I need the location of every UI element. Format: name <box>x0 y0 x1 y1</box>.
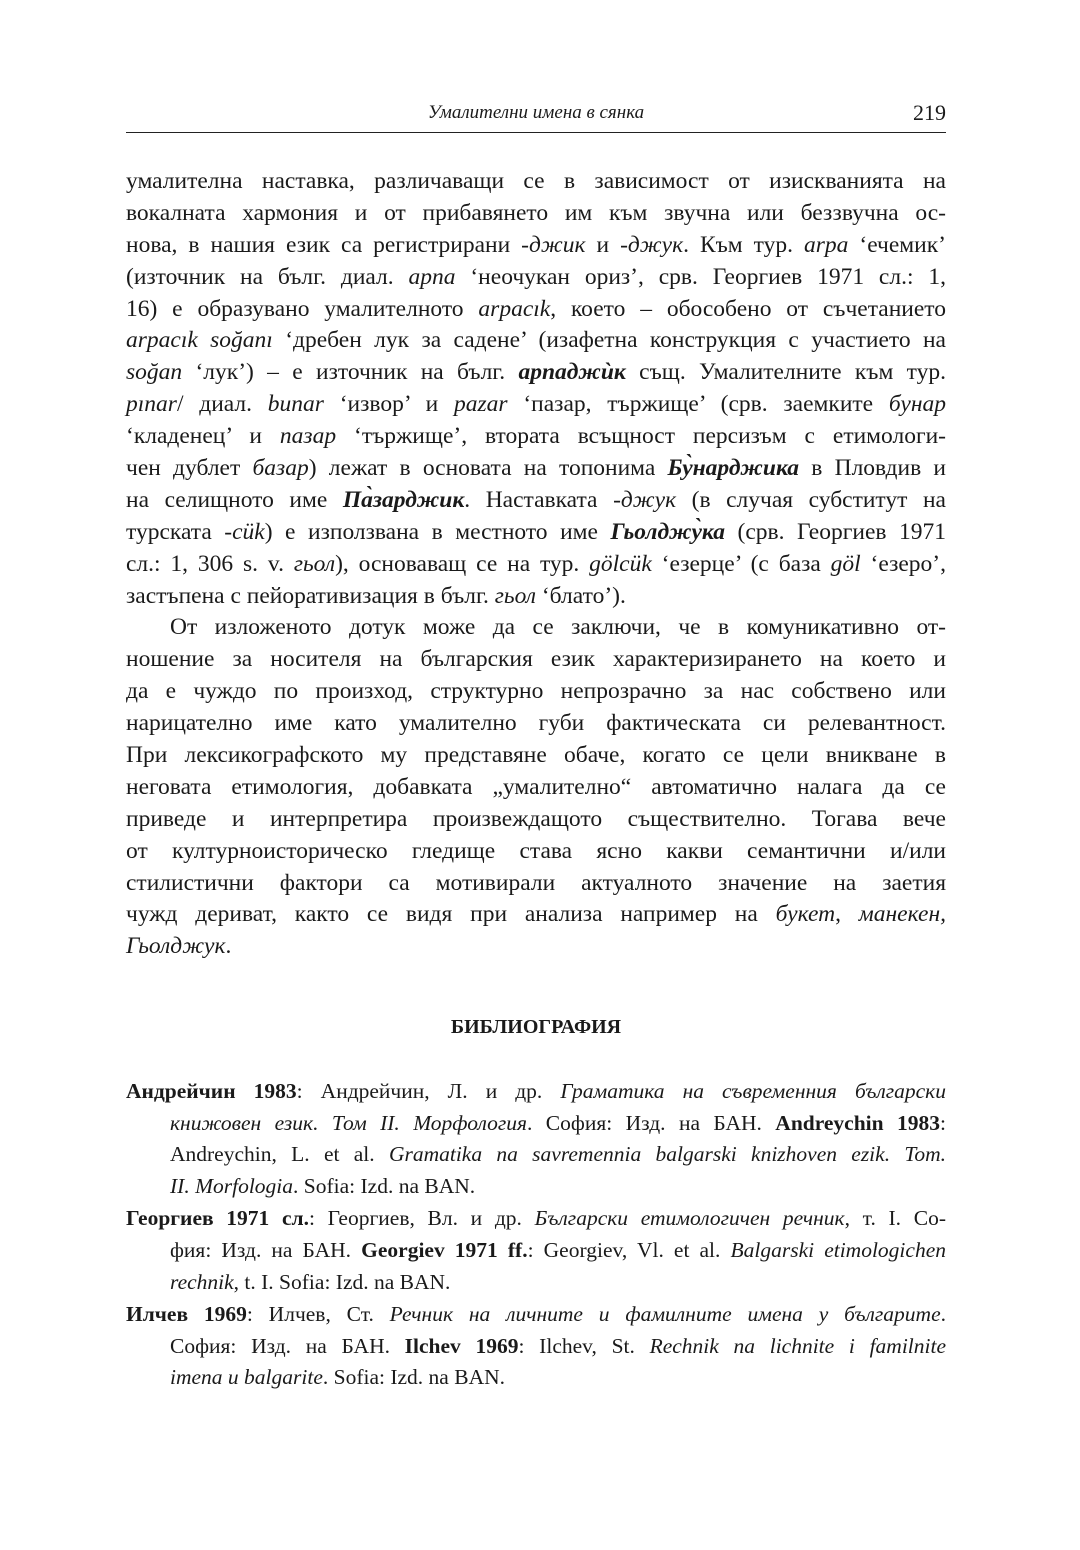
paragraph <box>126 166 946 612</box>
italic-term: gölcük <box>589 550 652 577</box>
italic-term: imena u balgarite <box>170 1365 323 1390</box>
bold-term: Георгиев 1971 сл. <box>126 1206 309 1231</box>
italic-term: Граматика на съвременния български <box>560 1079 946 1103</box>
text-run: приведе и интерпретира произвеждащото съществително. Тогава вече <box>126 805 946 832</box>
text-run: ‘неочукан ориз’, срв. Георгиев 1971 сл.: 1, <box>455 263 946 290</box>
text-run: От изложеното дотук може да се заключи, че в комуникативно от- <box>170 614 946 641</box>
italic-term: букет <box>775 901 836 928</box>
text-line <box>126 453 946 485</box>
paragraph <box>126 612 946 963</box>
text-run: ), основаващ се на тур. <box>335 550 590 577</box>
text-run: . София: Изд. на БАН. <box>527 1110 776 1135</box>
text-run: ) е използвана в местното име <box>264 518 611 545</box>
text-run: , т. I. Со- <box>844 1206 946 1231</box>
text-run: (срв. Георгиев 1971 <box>725 518 946 545</box>
text-run: ‘тържище’, втората всъщност персизъм с етимологи- <box>336 423 946 450</box>
italic-term: arpacık <box>478 295 551 322</box>
bold-term: Georgiev 1971 ff. <box>361 1237 528 1262</box>
text-line <box>126 230 946 262</box>
text-line <box>126 325 946 357</box>
text-line <box>126 931 946 963</box>
text-run: Andreychin, L. et al. <box>170 1142 389 1167</box>
bibliography-line <box>126 1171 946 1203</box>
text-line <box>126 166 946 198</box>
text-line <box>126 868 946 900</box>
bold-term: Илчев 1969 <box>126 1301 247 1326</box>
bibliography-entry <box>126 1076 946 1203</box>
text-line <box>126 644 946 676</box>
text-run: . <box>225 933 232 960</box>
bibliography-line <box>126 1267 946 1299</box>
bibliography-list <box>126 1076 946 1394</box>
text-run: на селищното име <box>126 486 343 513</box>
text-line <box>126 357 946 389</box>
italic-term: -джук <box>620 231 684 258</box>
text-run: застъпена с пейоративизация в бълг. <box>126 582 495 609</box>
italic-term: -джук <box>613 486 677 513</box>
italic-term: pazar <box>454 391 508 418</box>
text-run: същ. Умалителните към тур. <box>625 359 946 386</box>
italic-term: Речник на личните и фамилните имена у българите <box>389 1301 941 1326</box>
text-run: ‘ечемик’ <box>848 231 946 258</box>
italic-term: гьол <box>494 582 536 609</box>
text-run: (в случая субститут на <box>676 486 946 513</box>
running-header <box>126 100 946 133</box>
bibliography-line <box>126 1331 946 1363</box>
text-line <box>126 549 946 581</box>
italic-term: -джик <box>521 231 586 258</box>
text-line <box>126 262 946 294</box>
bold-term: Па̀зарджик <box>342 486 465 513</box>
text-run: стилистични фактори са мотивирали актуалното значение на заетия <box>126 869 946 896</box>
bold-term: Бу̀нарджика <box>667 455 800 482</box>
text-line <box>126 676 946 708</box>
text-run: ‘извор’ и <box>323 391 455 418</box>
text-run: При лексикографското му представяне обаче, когато се цели вникване в <box>126 742 946 769</box>
text-run: ‘пазар, тържище’ (срв. заемките <box>507 391 889 418</box>
text-line <box>126 836 946 868</box>
text-run: : Илчев, Ст. <box>246 1301 390 1326</box>
text-run: ношение за носителя на българския език характеризирането на което и <box>126 646 946 673</box>
text-run: : Георгиев, Вл. и др. <box>308 1206 535 1231</box>
text-run: ‘дребен лук за садене’ (изафетна конструкция с участието на <box>272 327 946 354</box>
text-run: и <box>585 231 621 258</box>
text-run: турската <box>126 518 225 545</box>
text-line <box>126 517 946 549</box>
bold-term: арпаджѝк <box>518 359 626 386</box>
bibliography-entry <box>126 1299 946 1394</box>
italic-term: базар <box>252 455 309 482</box>
bibliography-heading: БИБЛИОГРАФИЯ <box>450 1016 622 1038</box>
text-run: умалителна наставка, различаващи се в зависимост от изискванията на <box>126 168 946 194</box>
text-line <box>126 294 946 326</box>
text-run: , което – обособено от съчетанието <box>550 295 946 322</box>
text-run: чен дублет <box>126 455 253 482</box>
bibliography-entry <box>126 1203 946 1298</box>
text-run: неговата етимология, добавката „умалително“ автоматично налага да се <box>126 773 946 800</box>
text-run: нарицателно име като умалително губи фактическата си релевантност. <box>126 710 946 737</box>
text-run: ‘езеро’, <box>860 550 946 577</box>
text-run: . Sofia: Izd. na BAN. <box>293 1174 476 1199</box>
text-run: . Към тур. <box>683 231 804 258</box>
text-line <box>126 485 946 517</box>
page-number: 219 <box>913 100 946 125</box>
text-line <box>126 198 946 230</box>
text-run: / диал. <box>176 391 268 418</box>
italic-term: манекен, <box>858 901 946 928</box>
italic-term: rechnik <box>170 1269 234 1294</box>
text-run: , <box>835 901 859 928</box>
bold-term: Andreychin 1983 <box>775 1110 941 1135</box>
text-line <box>126 708 946 740</box>
italic-term: гьол <box>293 550 336 577</box>
text-run: . <box>940 1301 946 1326</box>
italic-term: göl <box>830 550 861 577</box>
text-line <box>126 740 946 772</box>
bibliography-line <box>126 1362 946 1394</box>
italic-term: книжовен език. Том II. Морфология <box>170 1110 528 1135</box>
bold-term: Ilchev 1969 <box>404 1333 519 1358</box>
text-run: вокалната хармония и от прибавянето им към звучна или беззвучна ос- <box>126 199 946 226</box>
italic-term: soğan <box>126 359 183 386</box>
bibliography-line <box>126 1108 946 1140</box>
italic-term: арпа <box>408 263 456 290</box>
text-run: : <box>940 1110 947 1135</box>
text-run: нова, в нашия език са регистрирани <box>126 231 522 258</box>
text-run: : Georgiev, Vl. et al. <box>527 1237 731 1262</box>
bibliography-line <box>126 1076 946 1108</box>
text-run: , t. I. Sofia: Izd. na BAN. <box>233 1269 451 1294</box>
text-line <box>126 899 946 931</box>
italic-term: arpa <box>803 231 849 258</box>
text-run: от културноисторическо гледище става ясно какви семантични и/или <box>126 837 946 864</box>
bibliography-line <box>126 1299 946 1331</box>
text-run: София: Изд. на БАН. <box>170 1333 405 1358</box>
text-run: : Андрейчин, Л. и др. <box>296 1079 561 1103</box>
text-run: в Пловдив и <box>799 455 946 482</box>
text-line <box>126 612 946 644</box>
text-line <box>126 804 946 836</box>
bold-term: Андрейчин 1983 <box>126 1079 297 1103</box>
text-line <box>126 772 946 804</box>
bold-term: Гьолджу̀ка <box>610 518 725 545</box>
text-run: . Sofia: Izd. na BAN. <box>322 1365 505 1390</box>
text-line <box>126 421 946 453</box>
text-run: фия: Изд. на БАН. <box>170 1237 362 1262</box>
italic-term: Български етимологичен речник <box>534 1206 845 1231</box>
text-line <box>126 581 946 613</box>
bibliography-line <box>126 1235 946 1267</box>
text-run: ) лежат в основата на топонима <box>308 455 668 482</box>
text-run: : Ilchev, St. <box>518 1333 650 1358</box>
text-run: сл.: 1, 306 s. v. <box>126 550 294 577</box>
text-run: ‘блато’). <box>535 582 626 609</box>
bibliography-line <box>126 1139 946 1171</box>
italic-term: II. Morfologia <box>170 1174 294 1199</box>
italic-term: пазар <box>279 423 337 450</box>
text-run: ‘лук’) – е източник на бълг. <box>182 359 519 386</box>
running-title: Умалителни имена в сянка <box>427 102 645 123</box>
text-run: ‘кладенец’ и <box>126 423 280 450</box>
italic-term: bunar <box>267 391 324 418</box>
italic-term: Gramatika na savremennia balgarski knizhoven ezik. Tom. <box>388 1142 946 1167</box>
text-line <box>126 389 946 421</box>
text-run: чужд дериват, както се видя при анализа например на <box>126 901 776 928</box>
body-text <box>126 166 946 963</box>
italic-term: бунар <box>888 391 946 418</box>
text-run: (източник на бълг. диал. <box>126 263 409 290</box>
italic-term: arpacık soğanı <box>126 327 273 354</box>
text-run: да е чуждо по произход, структурно непрозрачно за нас собствено или <box>126 678 946 705</box>
bibliography-line <box>126 1203 946 1235</box>
italic-term: Balgarski etimologichen <box>730 1237 946 1262</box>
italic-term: -cük <box>224 518 265 545</box>
text-run: 16) е образувано умалителното <box>126 295 479 322</box>
text-run: ‘езерце’ (с база <box>651 550 831 577</box>
italic-term: Rechnik na lichnite i familnite <box>649 1333 947 1358</box>
italic-term: pınar <box>126 391 177 418</box>
text-run: . Наставката <box>464 486 614 513</box>
italic-term: Гьолджук <box>126 933 226 960</box>
